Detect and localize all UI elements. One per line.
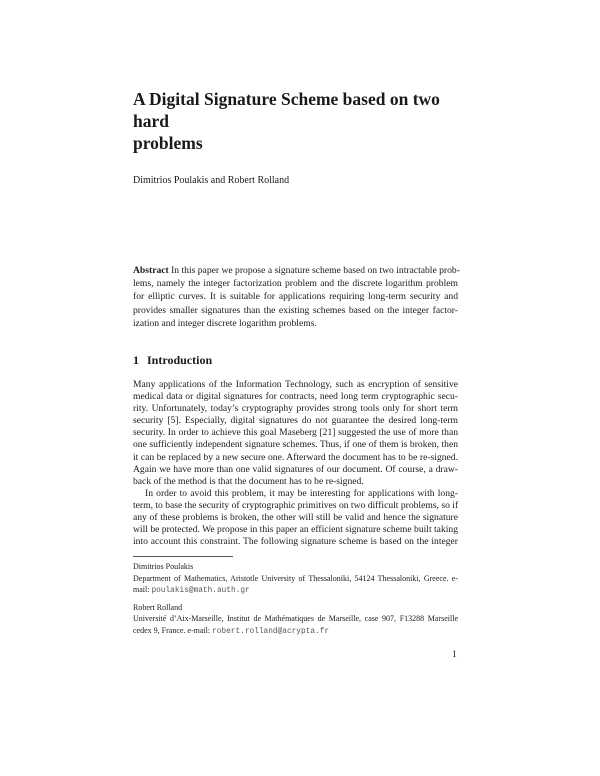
body-line: In order to avoid this problem, it may be interesting for applications with long- [145, 487, 458, 499]
footnote-email: poulakis@math.auth.gr [151, 587, 250, 596]
abstract-line: provides smaller signatures than the existing schemes based on the integer factor- [133, 304, 458, 316]
section-number: 1 [133, 353, 139, 367]
title-line: A Digital Signature Scheme based on two hard [133, 89, 440, 131]
page-number: 1 [452, 650, 457, 660]
body-line: one sufficiently independent signature schemes. Thus, if one of them is broken, then [133, 439, 458, 451]
footnote-affiliation: Université d’Aix-Marseille, Institut de Mathématiques de Marseille, case 907, F13288 Marseille [133, 614, 458, 624]
abstract-label: Abstract [133, 265, 169, 276]
abstract-line: In this paper we propose a signature scheme based on two intractable prob- [171, 265, 460, 276]
body-line: rity. Unfortunately, today’s cryptography provides strong tools only for short term [133, 403, 458, 415]
paper-title [133, 88, 458, 154]
body-line: any of these problems is broken, the other will still be valid and hence the signature [133, 512, 458, 524]
footnotes [133, 561, 458, 639]
body-line: security. In order to achieve this goal Maseberg [21] suggested the use of more than [133, 427, 458, 439]
body-line: it can be replaced by a new secure one. Afterward the document has to be re-signed. [133, 451, 458, 463]
footnote-author: Robert Rolland [133, 602, 183, 612]
title-line: problems [133, 133, 203, 153]
body-line: back of the method is that the document has to be re-signed. [133, 475, 364, 487]
footnote-email: robert.rolland@acrypta.fr [212, 627, 330, 636]
footnote-author: Dimitrios Poulakis [133, 562, 194, 571]
body-line: security [5]. Especially, digital signatures do not guarantee the desired long-term [133, 415, 458, 427]
footnote-text: cedex 9, France. e-mail: [133, 625, 213, 635]
section-heading [133, 353, 458, 368]
body-line: will be protected. We propose in this paper an efficient signature scheme built taking [133, 524, 458, 536]
authors: Dimitrios Poulakis and Robert Rolland [133, 175, 290, 186]
abstract-line: lems, namely the integer factorization problem and the discrete logarithm problem [133, 278, 458, 290]
body-text [133, 379, 458, 548]
body-line: term, to base the security of cryptographic primitives on two difficult problems, so if [133, 499, 459, 511]
body-line: medical data or digital signatures for contracts, need long term cryptographic secu- [133, 391, 458, 403]
footnote-text: mail: [133, 585, 152, 595]
abstract-line: ization and integer discrete logarithm problems. [133, 317, 317, 329]
footnote-affiliation: Department of Mathematics, Aristotle University of Thessaloniki, 54124 Thessaloniki, Greece. e- [133, 573, 458, 583]
abstract-line: for elliptic curves. It is suitable for applications requiring long-term security and [133, 291, 458, 303]
body-line: Many applications of the Information Technology, such as encryption of sensitive [133, 379, 458, 390]
body-line: into account this constraint. The following signature scheme is based on the integer [133, 536, 458, 548]
section-title: Introduction [147, 353, 213, 367]
body-line: Again we have more than one valid signatures of our document. Of course, a draw- [133, 463, 458, 475]
abstract [133, 264, 458, 330]
footnote-rule [133, 556, 233, 557]
